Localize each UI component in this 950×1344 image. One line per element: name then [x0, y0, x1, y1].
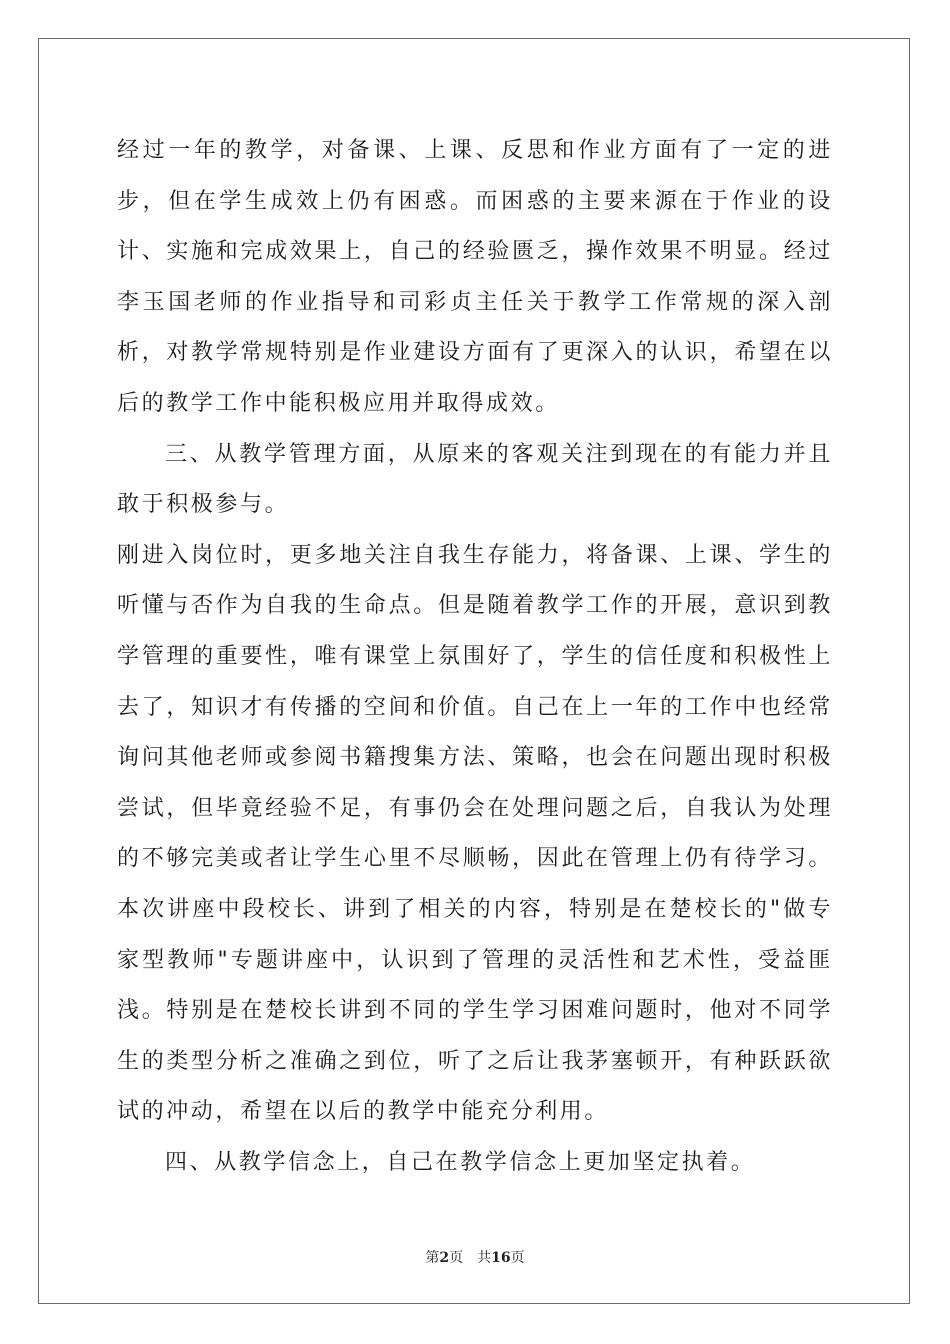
document-body	[117, 126, 833, 1188]
total-prefix: 共	[477, 1250, 492, 1266]
page-footer	[0, 1247, 950, 1267]
total-pages-indicator	[477, 1247, 524, 1267]
total-number: 16	[491, 1250, 511, 1266]
page-suffix: 页	[449, 1250, 464, 1266]
paragraph-heading-4: 四、从教学信念上，自己在教学信念上更加坚定执着。	[165, 1149, 756, 1175]
total-suffix: 页	[510, 1250, 525, 1266]
paragraph-heading-3: 三、从教学管理方面，从原来的客观关注到现在的有能力并且敢于积极参与。	[117, 441, 833, 518]
page-prefix: 第	[425, 1250, 440, 1266]
paragraph-2: 刚进入岗位时，更多地关注自我生存能力，将备课、上课、学生的听懂与否作为自我的生命点。但是随着教学工作的开展，意识到教学管理的重要性，唯有课堂上氛围好了，学生的信任度和积极性上去了，知识才有传播的空间和价值。自己在上一年的工作中也经常询问其他老师或参阅书籍搜集方法、策略，也会在问题出现时积极尝试，但毕竟经验不足，有事仍会在处理问题之后，自我认为处理的不够完美或者让学生心里不尽顺畅，因此在管理上仍有待学习。本次讲座中段校长、讲到了相关的内容，特别是在楚校长的"做专家型教师"专题讲座中，认识到了管理的灵活性和艺术性，受益匪浅。特别是在楚校长讲到不同的学生学习困难问题时，他对不同学生的类型分析之准确之到位，听了之后让我茅塞顿开，有种跃跃欲试的冲动，希望在以后的教学中能充分利用。	[117, 542, 833, 1125]
page-number: 2	[439, 1250, 450, 1266]
page-indicator	[425, 1247, 463, 1267]
paragraph-1: 经过一年的教学，对备课、上课、反思和作业方面有了一定的进步，但在学生成效上仍有困惑。而困惑的主要来源在于作业的设计、实施和完成效果上，自己的经验匮乏，操作效果不明显。经过李玉国老师的作业指导和司彩贞主任关于教学工作常规的深入剖析，对教学常规特别是作业建设方面有了更深入的认识，希望在以后的教学工作中能积极应用并取得成效。	[117, 138, 833, 416]
